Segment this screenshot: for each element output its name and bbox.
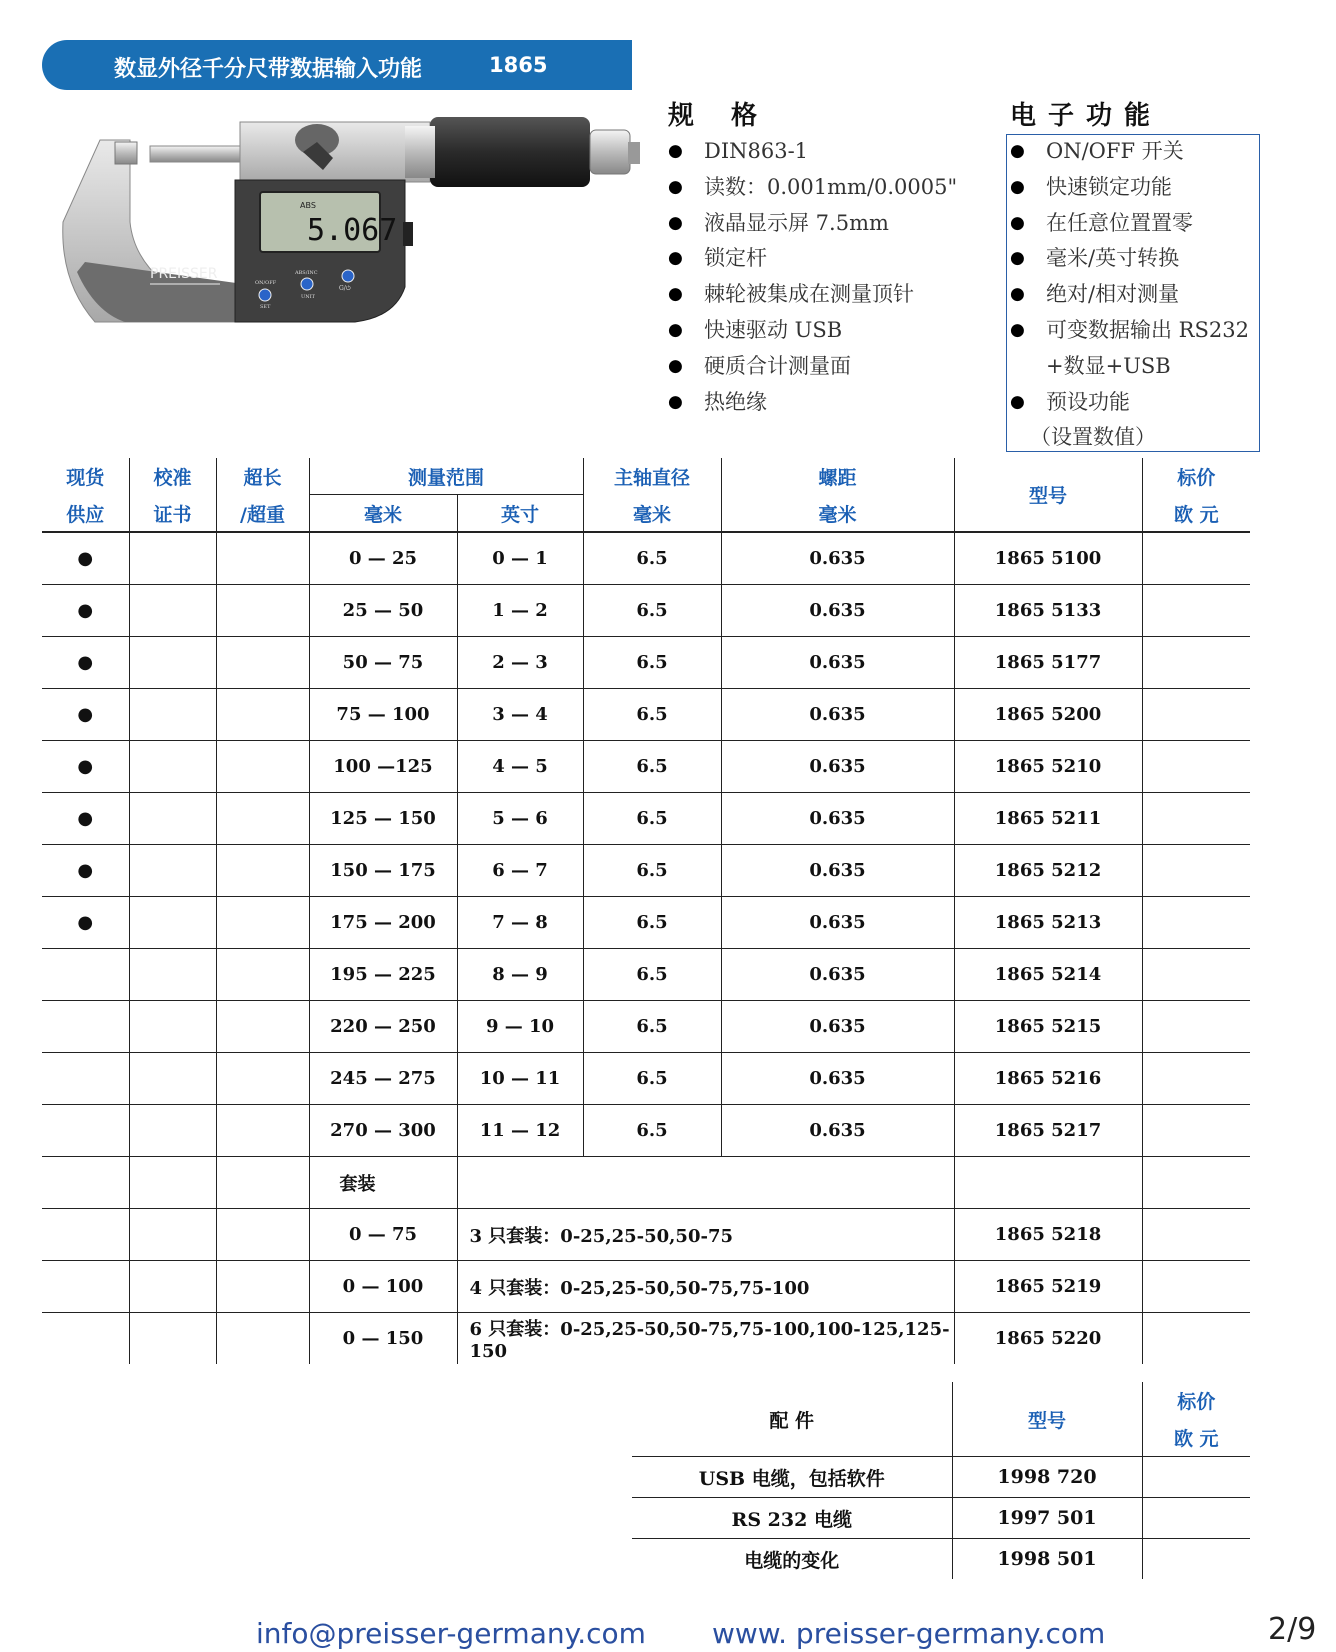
elec-item: ● 毫米/英寸转换 (1010, 241, 1249, 277)
model-cell: 1865 5211 (954, 793, 1142, 845)
range-inch-cell: 1 — 2 (457, 585, 583, 637)
price-cell (1142, 793, 1250, 845)
accessory-row (632, 1457, 1250, 1498)
table-row (42, 1001, 1250, 1053)
model-cell: 1865 5212 (954, 845, 1142, 897)
calib-cell (129, 1157, 216, 1209)
price-cell (1142, 532, 1250, 585)
extra-cell (216, 532, 309, 585)
pitch-cell: 0.635 (721, 949, 954, 1001)
table-row (42, 689, 1250, 741)
set-label: 套装 (309, 1157, 457, 1209)
range-inch-cell: 8 — 9 (457, 949, 583, 1001)
stock-cell: ● (42, 793, 129, 845)
footer-website[interactable]: www. preisser-germany.com (712, 1617, 1106, 1650)
hdr-spindle: 主轴直径 毫米 (583, 458, 721, 532)
micrometer-image (55, 112, 665, 352)
set-header-row (42, 1157, 1250, 1209)
stock-cell: ● (42, 637, 129, 689)
hdr-inch: 英寸 (457, 495, 583, 533)
extra-cell (216, 1209, 309, 1261)
extra-cell (216, 845, 309, 897)
stock-cell: ● (42, 532, 129, 585)
model-cell: 1865 5210 (954, 741, 1142, 793)
spindle-cell: 6.5 (583, 1053, 721, 1105)
price-cell (1142, 949, 1250, 1001)
price-cell (1142, 1313, 1250, 1365)
page-title: 数显外径千分尺带数据输入功能 (114, 57, 423, 82)
stock-cell (42, 1313, 129, 1365)
pitch-cell: 0.635 (721, 637, 954, 689)
btn-unit-label: UNIT (301, 294, 315, 300)
extra-cell (216, 793, 309, 845)
range-mm-cell: 150 — 175 (309, 845, 457, 897)
range-inch-cell: 7 — 8 (457, 897, 583, 949)
set-desc-empty (457, 1157, 954, 1209)
stock-cell (42, 1105, 129, 1157)
price-cell (1142, 637, 1250, 689)
calib-cell (129, 949, 216, 1001)
extra-cell (216, 1105, 309, 1157)
extra-cell (216, 1313, 309, 1365)
range-mm-cell: 220 — 250 (309, 1001, 457, 1053)
spindle-cell: 6.5 (583, 1105, 721, 1157)
stock-cell: ● (42, 585, 129, 637)
spec-item: ● 液晶显示屏 7.5mm (668, 206, 957, 242)
title-banner (42, 40, 632, 90)
calib-cell (129, 1261, 216, 1313)
elec-item: ● 预设功能 (1010, 385, 1249, 421)
accessory-price (1142, 1457, 1250, 1498)
pitch-cell: 0.635 (721, 689, 954, 741)
range-inch-cell: 5 — 6 (457, 793, 583, 845)
elec-item-cont: （设置数值） (1030, 425, 1156, 450)
accessory-price (1142, 1539, 1250, 1580)
price-cell (1142, 1105, 1250, 1157)
model-cell: 1865 5214 (954, 949, 1142, 1001)
model-cell: 1865 5133 (954, 585, 1142, 637)
hdr-extra: 超长 /超重 (216, 458, 309, 532)
calib-cell (129, 897, 216, 949)
calib-cell (129, 689, 216, 741)
hdr-mm: 毫米 (309, 495, 457, 533)
extra-cell (216, 741, 309, 793)
hdr-calib: 校准 证书 (129, 458, 216, 532)
spindle-cell: 6.5 (583, 585, 721, 637)
spec-item: ● 热绝缘 (668, 385, 957, 421)
hdr-price: 标价 欧 元 (1173, 466, 1219, 526)
set-desc-cell: 4 只套装：0-25,25-50,50-75,75-100 (457, 1261, 954, 1313)
hdr-pitch: 螺距 毫米 (721, 458, 954, 532)
stock-cell: ● (42, 689, 129, 741)
extra-cell (216, 585, 309, 637)
pitch-cell: 0.635 (721, 532, 954, 585)
calib-cell (129, 1313, 216, 1365)
extra-cell (216, 897, 309, 949)
pitch-cell: 0.635 (721, 1105, 954, 1157)
acc-hdr-price: 标价 欧 元 (1173, 1391, 1219, 1450)
price-cell (1142, 1001, 1250, 1053)
price-cell (1142, 741, 1250, 793)
spec-item: ● 硬质合计测量面 (668, 349, 957, 385)
price-cell (1142, 1209, 1250, 1261)
accessory-model: 1998 720 (952, 1457, 1142, 1498)
range-mm-cell: 75 — 100 (309, 689, 457, 741)
accessories-table (632, 1382, 1250, 1579)
model-cell: 1865 5218 (954, 1209, 1142, 1261)
elec-item: ● ON/OFF 开关 (1010, 134, 1249, 170)
price-cell (1142, 1053, 1250, 1105)
accessory-model: 1998 501 (952, 1539, 1142, 1580)
stock-cell (42, 1001, 129, 1053)
spec-item: ● DIN863-1 (668, 134, 957, 170)
calib-cell (129, 845, 216, 897)
table-row (42, 949, 1250, 1001)
model-cell: 1865 5177 (954, 637, 1142, 689)
pitch-cell: 0.635 (721, 1053, 954, 1105)
accessory-row (632, 1539, 1250, 1580)
elec-item: ● 在任意位置置零 (1010, 206, 1249, 242)
model-cell: 1865 5215 (954, 1001, 1142, 1053)
stock-cell: ● (42, 845, 129, 897)
btn-onoff-label: ON/OFF (255, 280, 277, 286)
range-mm-cell: 125 — 150 (309, 793, 457, 845)
extra-cell (216, 1157, 309, 1209)
spindle-cell: 6.5 (583, 532, 721, 585)
set-desc-cell: 6 只套装：0-25,25-50,50-75,75-100,100-125,125-150 (457, 1313, 954, 1365)
calib-cell (129, 1001, 216, 1053)
product-table (42, 458, 1250, 1364)
spindle-cell: 6.5 (583, 897, 721, 949)
stock-cell (42, 1261, 129, 1313)
pitch-cell: 0.635 (721, 897, 954, 949)
spindle-cell: 6.5 (583, 1001, 721, 1053)
model-cell: 1865 5200 (954, 689, 1142, 741)
price-cell (1142, 1157, 1250, 1209)
pitch-cell: 0.635 (721, 1001, 954, 1053)
model-cell: 1865 5219 (954, 1261, 1142, 1313)
set-range-cell: 0 — 150 (309, 1313, 457, 1365)
table-row (42, 845, 1250, 897)
range-mm-cell: 0 — 25 (309, 532, 457, 585)
set-row (42, 1261, 1250, 1313)
accessory-name: 电缆的变化 (632, 1539, 952, 1580)
extra-cell (216, 689, 309, 741)
spindle-cell: 6.5 (583, 689, 721, 741)
accessory-name: USB 电缆，包括软件 (632, 1457, 952, 1498)
btn-power-label: G/⏻ (339, 285, 351, 292)
btn-set-label: SET (260, 304, 271, 310)
pitch-cell: 0.635 (721, 741, 954, 793)
extra-cell (216, 1053, 309, 1105)
stock-cell: ● (42, 741, 129, 793)
table-row (42, 637, 1250, 689)
spec-item: ● 棘轮被集成在测量顶针 (668, 277, 957, 313)
range-inch-cell: 0 — 1 (457, 532, 583, 585)
brand-logo: PREISSER (150, 266, 218, 282)
acc-hdr-item: 配 件 (632, 1382, 952, 1457)
model-number: 1865 (489, 53, 548, 77)
range-mm-cell: 25 — 50 (309, 585, 457, 637)
model-cell: 1865 5220 (954, 1313, 1142, 1365)
calib-cell (129, 1105, 216, 1157)
specs-title: 规 格 (668, 101, 772, 131)
range-inch-cell: 11 — 12 (457, 1105, 583, 1157)
calib-cell (129, 637, 216, 689)
table-row (42, 793, 1250, 845)
spec-item: ● 快速驱动 USB (668, 313, 957, 349)
price-cell (1142, 845, 1250, 897)
extra-cell (216, 949, 309, 1001)
btn-absinc-label: ABS/INC (295, 270, 318, 276)
stock-cell (42, 1053, 129, 1105)
range-inch-cell: 4 — 5 (457, 741, 583, 793)
footer-email[interactable]: info@preisser-germany.com (256, 1617, 646, 1650)
accessory-price (1142, 1498, 1250, 1539)
hdr-stock: 现货 供应 (42, 458, 129, 532)
range-inch-cell: 9 — 10 (457, 1001, 583, 1053)
page-number: 2/9 (1268, 1612, 1317, 1647)
price-cell (1142, 689, 1250, 741)
model-cell: 1865 5100 (954, 532, 1142, 585)
elec-item: ● 快速锁定功能 (1010, 170, 1249, 206)
stock-cell: ● (42, 897, 129, 949)
elec-item-cont: +数显+USB (1046, 353, 1171, 378)
calib-cell (129, 793, 216, 845)
calib-cell (129, 1053, 216, 1105)
extra-cell (216, 1001, 309, 1053)
spindle-cell: 6.5 (583, 793, 721, 845)
price-cell (1142, 1261, 1250, 1313)
range-inch-cell: 6 — 7 (457, 845, 583, 897)
pitch-cell: 0.635 (721, 845, 954, 897)
range-mm-cell: 100 —125 (309, 741, 457, 793)
model-cell: 1865 5217 (954, 1105, 1142, 1157)
range-inch-cell: 2 — 3 (457, 637, 583, 689)
range-mm-cell: 175 — 200 (309, 897, 457, 949)
electronics-title: 电子功能 (1010, 101, 1163, 131)
price-cell (1142, 585, 1250, 637)
stock-cell (42, 949, 129, 1001)
acc-hdr-model: 型号 (952, 1382, 1142, 1457)
display-label: ABS (300, 201, 316, 210)
set-row (42, 1209, 1250, 1261)
table-row (42, 741, 1250, 793)
range-mm-cell: 50 — 75 (309, 637, 457, 689)
table-row (42, 897, 1250, 949)
table-row (42, 1105, 1250, 1157)
extra-cell (216, 1261, 309, 1313)
price-cell (1142, 897, 1250, 949)
extra-cell (216, 637, 309, 689)
spindle-cell: 6.5 (583, 637, 721, 689)
electronics-list (1010, 134, 1249, 456)
accessory-name: RS 232 电缆 (632, 1498, 952, 1539)
set-range-cell: 0 — 100 (309, 1261, 457, 1313)
spindle-cell: 6.5 (583, 949, 721, 1001)
set-row (42, 1313, 1250, 1365)
pitch-cell: 0.635 (721, 793, 954, 845)
hdr-range: 测量范围 (309, 458, 583, 495)
pitch-cell: 0.635 (721, 585, 954, 637)
table-row (42, 1053, 1250, 1105)
range-mm-cell: 270 — 300 (309, 1105, 457, 1157)
accessory-model: 1997 501 (952, 1498, 1142, 1539)
elec-item: ● 可变数据输出 RS232 (1010, 313, 1249, 349)
table-row (42, 585, 1250, 637)
hdr-model: 型号 (954, 458, 1142, 532)
stock-cell (42, 1157, 129, 1209)
set-desc-cell: 3 只套装：0-25,25-50,50-75 (457, 1209, 954, 1261)
stock-cell (42, 1209, 129, 1261)
specs-list (668, 134, 957, 420)
display-value: 5.067 (307, 213, 398, 248)
spec-item: ● 锁定杆 (668, 241, 957, 277)
calib-cell (129, 1209, 216, 1261)
set-range-cell: 0 — 75 (309, 1209, 457, 1261)
range-inch-cell: 3 — 4 (457, 689, 583, 741)
accessory-row (632, 1498, 1250, 1539)
spec-item: ● 读数：0.001mm/0.0005" (668, 170, 957, 206)
range-inch-cell: 10 — 11 (457, 1053, 583, 1105)
model-cell (954, 1157, 1142, 1209)
calib-cell (129, 741, 216, 793)
spindle-cell: 6.5 (583, 845, 721, 897)
model-cell: 1865 5213 (954, 897, 1142, 949)
range-mm-cell: 195 — 225 (309, 949, 457, 1001)
range-mm-cell: 245 — 275 (309, 1053, 457, 1105)
calib-cell (129, 532, 216, 585)
model-cell: 1865 5216 (954, 1053, 1142, 1105)
calib-cell (129, 585, 216, 637)
elec-item: ● 绝对/相对测量 (1010, 277, 1249, 313)
spindle-cell: 6.5 (583, 741, 721, 793)
table-row (42, 532, 1250, 585)
